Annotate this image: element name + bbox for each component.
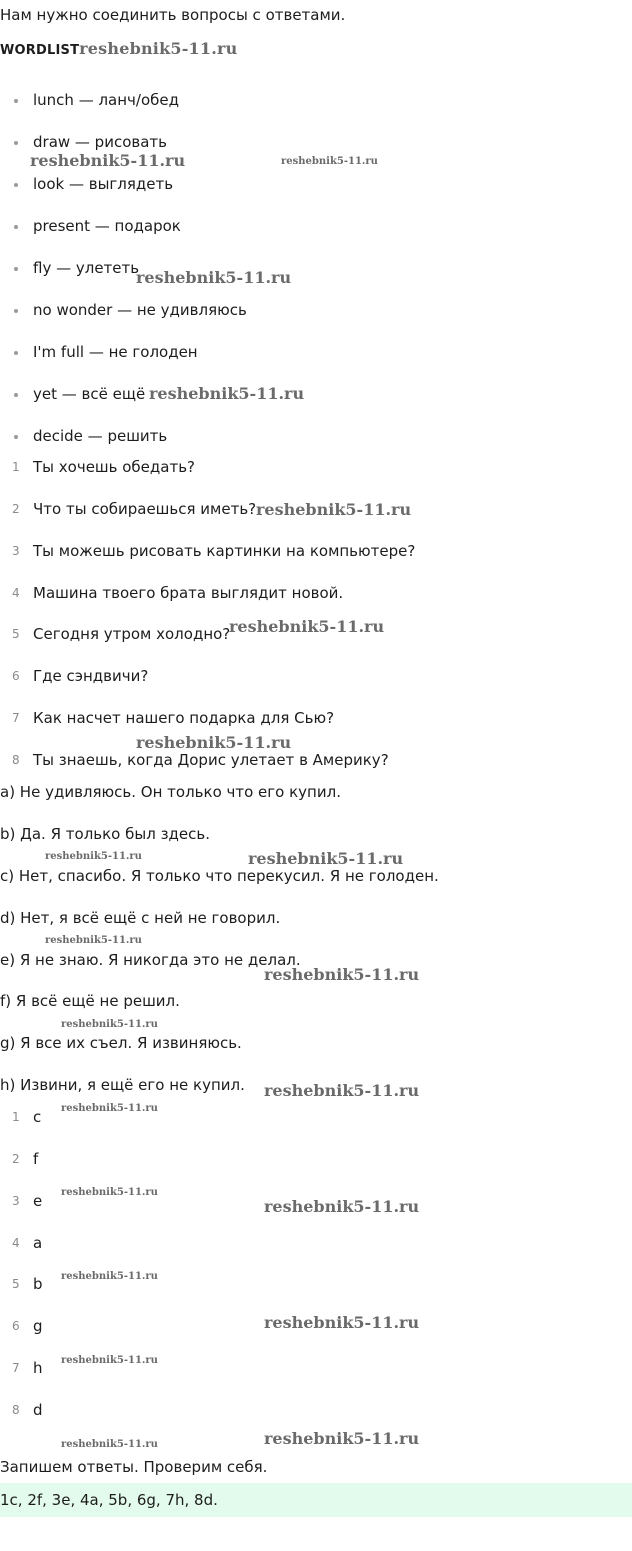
bullet-icon <box>14 393 18 397</box>
watermark: reshebnik5-11.ru <box>136 733 292 752</box>
answer-option: a) Не удивляюсь. Он только что его купил. <box>0 783 341 801</box>
watermark: reshebnik5-11.ru <box>281 156 378 167</box>
watermark: reshebnik5-11.ru <box>264 1313 420 1332</box>
wordlist-title <box>0 39 237 58</box>
watermark: reshebnik5-11.ru <box>61 1271 158 1282</box>
watermark: reshebnik5-11.ru <box>149 384 305 403</box>
watermark: reshebnik5-11.ru <box>256 500 412 519</box>
bullet-icon <box>14 351 18 355</box>
bullet-icon <box>14 183 18 187</box>
watermark: reshebnik5-11.ru <box>264 1429 420 1448</box>
watermark: reshebnik5-11.ru <box>61 1103 158 1114</box>
bullet-icon <box>14 99 18 103</box>
watermark: reshebnik5-11.ru <box>30 151 186 170</box>
answer-option: e) Я не знаю. Я никогда это не делал. <box>0 951 301 969</box>
watermark: reshebnik5-11.ru <box>136 268 292 287</box>
bullet-icon <box>14 309 18 313</box>
answer-option: b) Да. Я только был здесь. <box>0 825 211 843</box>
bullet-icon <box>14 141 18 145</box>
final-answer-box <box>0 1483 632 1517</box>
answer-option: f) Я всё ещё не решил. <box>0 992 180 1010</box>
answer-option: d) Нет, я всё ещё с ней не говорил. <box>0 909 281 927</box>
bullet-icon <box>14 267 18 271</box>
intro-text: Нам нужно соединить вопросы с ответами. <box>0 6 346 24</box>
watermark: reshebnik5-11.ru <box>248 849 404 868</box>
answer-option: c) Нет, спасибо. Я только что перекусил. Я не голоден. <box>0 867 439 885</box>
watermark: reshebnik5-11.ru <box>45 935 142 946</box>
wordlist-title-label: WORDLIST <box>0 43 80 58</box>
final-answer: 1c, 2f, 3e, 4a, 5b, 6g, 7h, 8d. <box>0 1491 218 1509</box>
watermark: reshebnik5-11.ru <box>45 851 142 862</box>
answer-option: h) Извини, я ещё его не купил. <box>0 1076 245 1094</box>
answer-option: g) Я все их съел. Я извиняюсь. <box>0 1034 242 1052</box>
watermark: reshebnik5-11.ru <box>61 1439 158 1450</box>
watermark: reshebnik5-11.ru <box>61 1187 158 1198</box>
watermark: reshebnik5-11.ru <box>229 617 385 636</box>
watermark: reshebnik5-11.ru <box>61 1355 158 1366</box>
watermark: reshebnik5-11.ru <box>264 965 420 984</box>
outro-text: Запишем ответы. Проверим себя. <box>0 1458 268 1476</box>
watermark: reshebnik5-11.ru <box>61 1019 158 1030</box>
watermark: reshebnik5-11.ru <box>264 1081 420 1100</box>
watermark: reshebnik5-11.ru <box>79 39 238 58</box>
watermark: reshebnik5-11.ru <box>264 1197 420 1216</box>
bullet-icon <box>14 225 18 229</box>
bullet-icon <box>14 435 18 439</box>
